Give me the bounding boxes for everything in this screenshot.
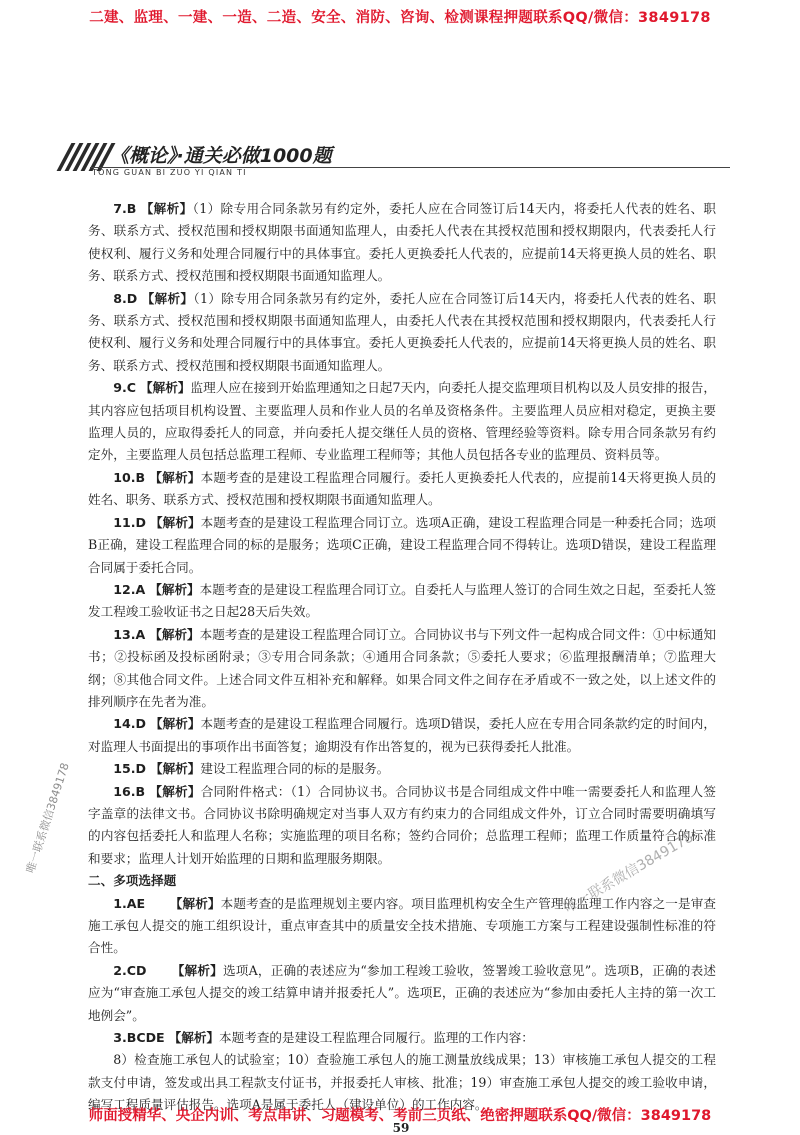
answer-text: 监理人应在接到开始监理通知之日起7天内，向委托人提交监理项目机构以及人员安排的报告，其内容应包括项目机构设置、主要监理人员和作业人员的名单及资格条件。主要监理人员应相对稳定，更换主要监理人员的，应取得委托人的同意，并向委托人提交继任人员的资格、管理经验等资料。除专用合同条款另有约定外，主要监理人员包括总监理工程师、专业监理工程师等；其他人员包括各专业的监理员、资料员等。 xyxy=(88,380,716,463)
section-heading: 二、多项选择题 xyxy=(88,873,177,889)
analysis-tag: 【解析】 xyxy=(149,581,200,597)
analysis-tag: 【解析】 xyxy=(169,895,221,911)
analysis-tag: 【解析】 xyxy=(150,716,201,732)
answer-text: 本题考查的是建设工程监理合同履行。监理的工作内容： xyxy=(219,1030,534,1046)
analysis-tag: 【解析】 xyxy=(141,290,194,306)
book-title: 《概论》·通关必做1000题 xyxy=(110,145,332,167)
answer-text: 本题考查的是建设工程监理合同订立。选项A正确，建设工程监理合同是一种委托合同；选项B正确，建设工程监理合同的标的是服务；选项C正确，建设工程监理合同不得转让。选项D错误，建设工程监理合同属于委托合同。 xyxy=(88,514,716,575)
analysis-tag: 【解析】 xyxy=(171,962,223,978)
answer-number: 12.A xyxy=(113,581,146,597)
analysis-tag: 【解析】 xyxy=(150,514,201,530)
answer-text: 本题考查的是监理规划主要内容。项目监理机构安全生产管理的监理工作内容之一是审查施工承包人提交的施工组织设计，重点审查其中的质量安全技术措施、专项施工方案与工程建设强制性标准的符合性。 xyxy=(88,895,716,956)
answer-text: 建设工程监理合同的标的是服务。 xyxy=(200,761,390,777)
page-number: 59 xyxy=(392,1121,410,1135)
answer-number: 16.B xyxy=(113,783,146,799)
answer-number: 14.D xyxy=(113,716,146,732)
answer-paragraph xyxy=(88,893,716,960)
answer-text: （1）除专用合同条款另有约定外，委托人应在合同签订后14天内，将委托人代表的姓名、职务、联系方式、授权范围和授权期限书面通知监理人，由委托人代表在其授权范围和授权期限内，代表委托人行使权利、履行义务和处理合同履行中的具体事宜。委托人更换委托人代表的，应提前14天将更换人员的姓名、职务、联系方式、授权范围和授权期限书面通知监理人。 xyxy=(88,290,716,373)
answer-paragraph xyxy=(88,1027,716,1049)
answer-paragraph xyxy=(88,377,716,467)
answer-text: 选项A，正确的表述应为“参加工程竣工验收，签署竣工验收意见”。选项B，正确的表述应为“审查施工承包人提交的竣工结算申请并报委托人”。选项E，正确的表述应为“参加由委托人主持的第一次工地例会”。 xyxy=(88,962,716,1023)
answer-paragraph xyxy=(88,713,716,758)
answer-number: 7.B xyxy=(113,201,137,216)
answer-paragraph xyxy=(88,758,716,780)
answer-content xyxy=(88,198,716,1117)
answer-number: 2.CD xyxy=(113,962,147,978)
answer-paragraph xyxy=(88,467,716,512)
running-header xyxy=(60,135,740,185)
answer-number: 15.D xyxy=(113,761,146,777)
answer-text: 本题考查的是建设工程监理合同订立。自委托人与监理人签订的合同生效之日起，至委托人签发工程竣工验收证书之日起28天后失效。 xyxy=(88,581,717,620)
answer-paragraph xyxy=(88,579,716,624)
analysis-tag: 【解析】 xyxy=(140,201,193,216)
analysis-tag: 【解析】 xyxy=(149,626,200,642)
analysis-tag: 【解析】 xyxy=(149,761,201,777)
answer-text: 本题考查的是建设工程监理合同履行。选项D错误，委托人应在专用合同条款约定的时间内，对监理人书面提出的事项作出书面答复；逾期没有作出答复的，视为已获得委托人批准。 xyxy=(88,716,716,754)
answer-paragraph xyxy=(88,624,716,714)
answer-text: 合同附件格式：（1）合同协议书。合同协议书是合同组成文件中唯一需要委托人和监理人签字盖章的法律文书。合同协议书除明确规定对当事人双方有约束力的合同组成文件外，订立合同时需要明确填写的内容包括委托人和监理人名称；实施监理的项目名称；签约合同价；总监理工程师；监理工作质量符合的标准和要求；监理人计划开始监理的日期和监理服务期限。 xyxy=(88,783,716,866)
answer-paragraph xyxy=(88,512,716,579)
answer-number: 13.A xyxy=(113,626,146,642)
answer-paragraph xyxy=(88,960,716,1027)
answer-paragraph xyxy=(88,198,716,288)
top-promo-banner: 二建、监理、一建、一造、二造、安全、消防、咨询、检测课程押题联系QQ/微信：3849178 xyxy=(89,10,711,26)
analysis-tag: 【解析】 xyxy=(168,1030,220,1046)
answer-number: 8.D xyxy=(113,290,138,306)
answer-paragraph-continued: 8）检查施工承包人的试验室；10）查验施工承包人的施工测量放线成果；13）审核施工承包人提交的工程款支付申请，签发或出具工程款支付证书，并报委托人审核、批准；19）审查施工承包人提交的竣工验收申请，编写工程质量评估报告。选项A是属于委托人（建设单位）的工作内容。 xyxy=(88,1052,716,1113)
bottom-promo-banner: 师面授精华、央企内训、考点串讲、习题模考、考前三页纸、绝密押题联系QQ/微信：3849178 xyxy=(88,1108,712,1124)
answer-text: 本题考查的是建设工程监理合同履行。委托人更换委托人代表的，应提前14天将更换人员的姓名、职务、联系方式、授权范围和授权期限书面通知监理人。 xyxy=(88,469,716,508)
answer-number: 1.AE xyxy=(113,895,146,911)
answer-paragraph xyxy=(88,781,716,871)
diagonal-watermark: 唯一联系微信3849178 xyxy=(561,829,697,917)
analysis-tag: 【解析】 xyxy=(149,783,201,799)
answer-number: 9.C xyxy=(113,380,136,396)
answer-number: 3.BCDE xyxy=(113,1030,165,1046)
analysis-tag: 【解析】 xyxy=(140,380,191,396)
header-pinyin: TONG GUAN BI ZUO YI QIAN TI xyxy=(92,168,247,177)
analysis-tag: 【解析】 xyxy=(149,469,201,485)
answer-text: （1）除专用合同条款另有约定外，委托人应在合同签订后14天内，将委托人代表的姓名、职务、联系方式、授权范围和授权期限书面通知监理人，由委托人代表在其授权范围和授权期限内，代表委托人行使权利、履行义务和处理合同履行中的具体事宜。委托人更换委托人代表的，应提前14天将更换人员的姓名、职务、联系方式、授权范围和授权期限书面通知监理人。 xyxy=(88,201,716,284)
answer-text: 本题考查的是建设工程监理合同订立。合同协议书与下列文件一起构成合同文件：①中标通知书；②投标函及投标函附录；③专用合同条款；④通用合同条款；⑤委托人要求；⑥监理报酬清单；⑦监理大纲；⑧其他合同文件。上述合同文件互相补充和解释。如果合同文件之间存在矛盾或不一致之处，以上述文件的排列顺序在先者为准。 xyxy=(88,626,717,709)
side-watermark: 唯一联系微信3849178 xyxy=(23,761,72,875)
answer-number: 10.B xyxy=(113,469,146,485)
answer-paragraph xyxy=(88,288,716,378)
answer-number: 11.D xyxy=(113,514,146,530)
